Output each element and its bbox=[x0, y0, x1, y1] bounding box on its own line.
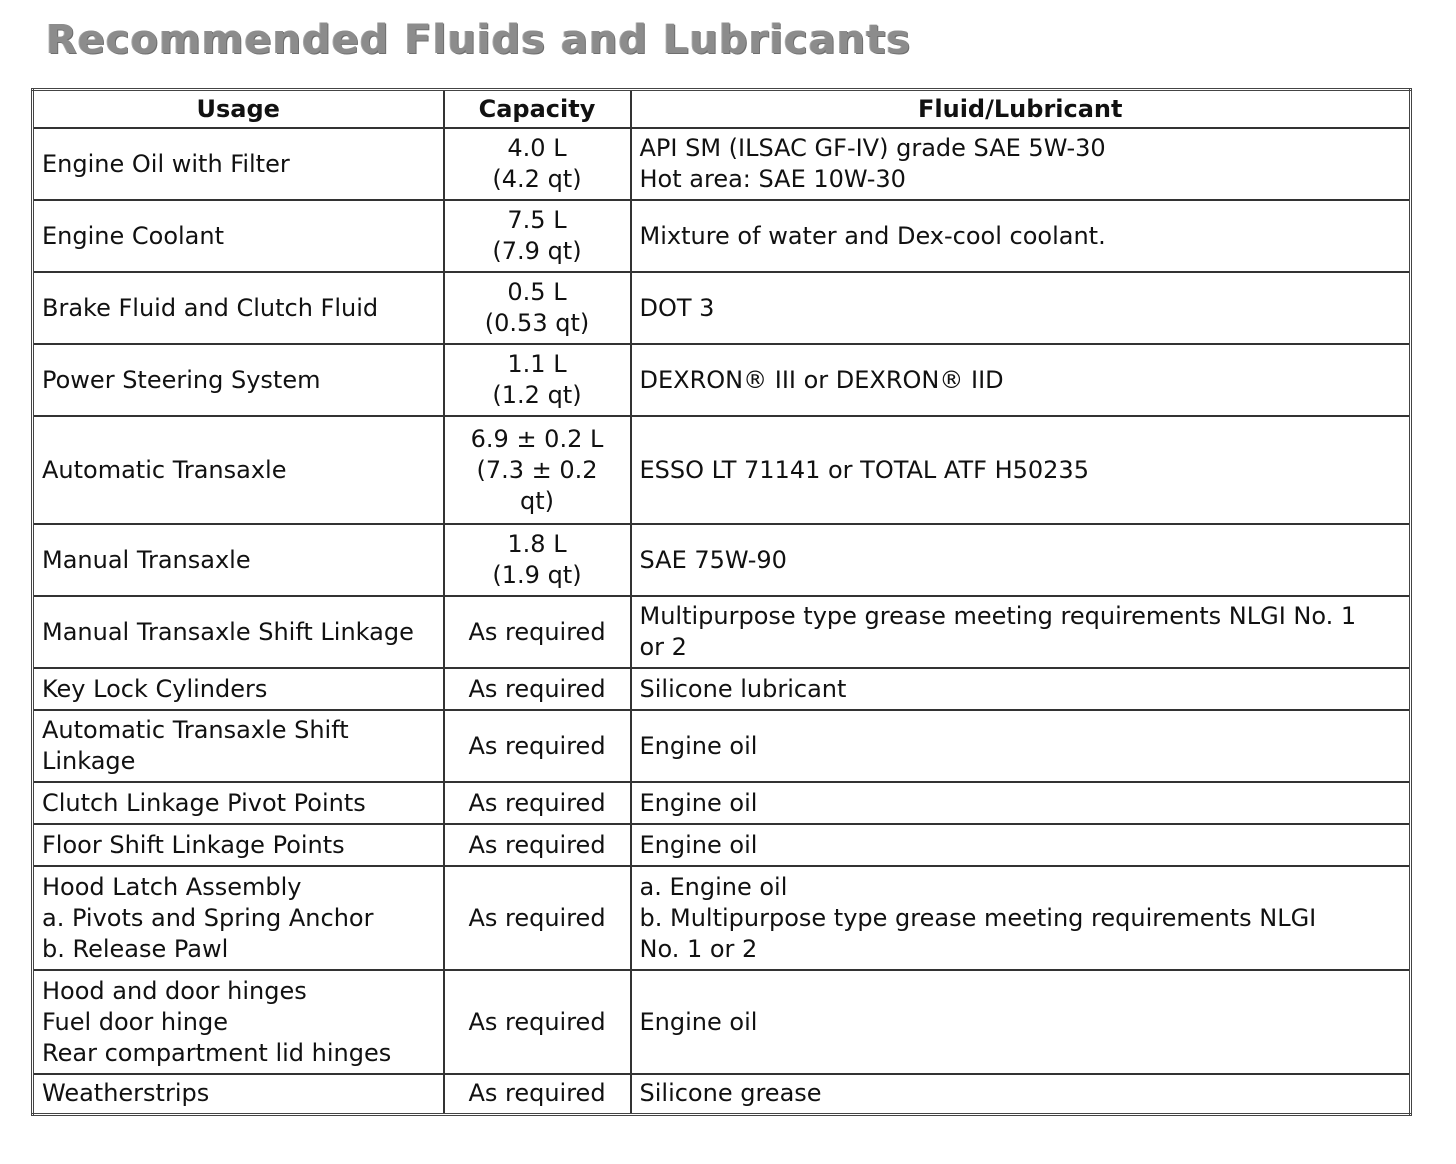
capacity-cell bbox=[444, 1074, 631, 1114]
capacity-cell bbox=[444, 200, 631, 272]
usage-cell-line: Rear compartment lid hinges bbox=[42, 1038, 392, 1067]
fluid-cell bbox=[631, 866, 1411, 970]
table-body bbox=[33, 128, 1411, 1114]
capacity-cell-line: As required bbox=[468, 903, 606, 932]
usage-cell-line: Automatic Transaxle Shift bbox=[42, 716, 349, 744]
usage-cell-line: Floor Shift Linkage Points bbox=[42, 830, 345, 859]
usage-cell bbox=[33, 596, 444, 668]
fluid-cell-line: Engine oil bbox=[639, 731, 758, 760]
capacity-cell-line: As required bbox=[468, 830, 606, 859]
capacity-cell-line: As required bbox=[468, 674, 606, 703]
usage-cell bbox=[33, 200, 444, 272]
fluid-cell bbox=[631, 596, 1411, 668]
usage-cell-line: b. Release Pawl bbox=[42, 934, 229, 963]
usage-cell-line: Fuel door hinge bbox=[42, 1007, 228, 1036]
capacity-cell-line: 6.9 ± 0.2 L bbox=[470, 424, 604, 453]
table-row bbox=[33, 344, 1411, 416]
capacity-cell bbox=[444, 596, 631, 668]
column-header-usage: Usage bbox=[33, 90, 444, 129]
table-row bbox=[33, 524, 1411, 596]
capacity-cell bbox=[444, 128, 631, 200]
fluid-cell bbox=[631, 272, 1411, 344]
column-header-capacity: Capacity bbox=[444, 90, 631, 129]
usage-cell bbox=[33, 272, 444, 344]
fluid-cell-line: Engine oil bbox=[639, 830, 758, 859]
fluid-cell bbox=[631, 200, 1411, 272]
table-row bbox=[33, 710, 1411, 782]
table-row bbox=[33, 970, 1411, 1074]
table-row bbox=[33, 824, 1411, 866]
capacity-cell-line: 1.1 L bbox=[507, 350, 567, 378]
fluid-cell-line: Silicone grease bbox=[639, 1079, 822, 1108]
capacity-cell-line: As required bbox=[468, 617, 606, 646]
table-row bbox=[33, 1074, 1411, 1114]
capacity-cell-line: As required bbox=[468, 788, 606, 817]
usage-cell-line: Hood and door hinges bbox=[42, 976, 307, 1005]
fluid-cell-line: DOT 3 bbox=[639, 293, 715, 322]
fluid-cell-line: Hot area: SAE 10W-30 bbox=[639, 165, 906, 193]
capacity-cell bbox=[444, 824, 631, 866]
fluid-cell-line: Silicone lubricant bbox=[639, 674, 847, 703]
capacity-cell bbox=[444, 272, 631, 344]
usage-cell-line: Automatic Transaxle bbox=[42, 455, 287, 484]
table-row bbox=[33, 668, 1411, 710]
capacity-cell-line: As required bbox=[468, 1007, 606, 1036]
fluid-cell bbox=[631, 710, 1411, 782]
capacity-cell bbox=[444, 782, 631, 824]
fluid-cell-line: a. Engine oil bbox=[639, 872, 788, 901]
fluids-table bbox=[31, 88, 1412, 1116]
fluid-cell-line: DEXRON® III or DEXRON® IID bbox=[639, 365, 1004, 394]
usage-cell-line: Weatherstrips bbox=[42, 1079, 210, 1108]
table-row bbox=[33, 782, 1411, 824]
table-row bbox=[33, 272, 1411, 344]
usage-cell-line: Hood Latch Assembly bbox=[42, 872, 302, 901]
table-row bbox=[33, 416, 1411, 524]
capacity-cell bbox=[444, 866, 631, 970]
usage-cell bbox=[33, 866, 444, 970]
fluid-cell-line: b. Multipurpose type grease meeting requirements NLGI bbox=[639, 903, 1317, 932]
fluid-cell bbox=[631, 824, 1411, 866]
usage-cell bbox=[33, 970, 444, 1074]
capacity-cell bbox=[444, 668, 631, 710]
fluid-cell bbox=[631, 782, 1411, 824]
usage-cell-line: Linkage bbox=[42, 747, 136, 775]
fluid-cell-line: API SM (ILSAC GF-IV) grade SAE 5W-30 bbox=[639, 134, 1106, 162]
usage-cell bbox=[33, 782, 444, 824]
usage-cell-line: a. Pivots and Spring Anchor bbox=[42, 903, 374, 932]
fluid-cell-line: ESSO LT 71141 or TOTAL ATF H50235 bbox=[639, 455, 1089, 484]
capacity-cell-line: (7.3 ± 0.2 bbox=[476, 455, 598, 484]
fluid-cell bbox=[631, 970, 1411, 1074]
fluid-cell bbox=[631, 524, 1411, 596]
table-header-row bbox=[33, 90, 1411, 129]
fluid-cell bbox=[631, 1074, 1411, 1114]
usage-cell-line: Engine Oil with Filter bbox=[42, 149, 290, 178]
fluid-cell bbox=[631, 668, 1411, 710]
fluid-cell-line: SAE 75W-90 bbox=[639, 545, 787, 574]
fluid-cell-line: Mixture of water and Dex-cool coolant. bbox=[639, 221, 1106, 250]
table-row bbox=[33, 200, 1411, 272]
table-row bbox=[33, 866, 1411, 970]
capacity-cell bbox=[444, 524, 631, 596]
fluid-cell-line: Multipurpose type grease meeting requirements NLGI No. 1 bbox=[639, 602, 1357, 630]
usage-cell bbox=[33, 824, 444, 866]
fluid-cell-line: Engine oil bbox=[639, 1007, 758, 1036]
capacity-cell-line: As required bbox=[468, 731, 606, 760]
column-header-fluid: Fluid/Lubricant bbox=[631, 90, 1411, 129]
fluid-cell-line: or 2 bbox=[639, 633, 687, 661]
usage-cell-line: Engine Coolant bbox=[42, 221, 225, 250]
capacity-cell-line: (1.9 qt) bbox=[492, 561, 582, 589]
usage-cell-line: Brake Fluid and Clutch Fluid bbox=[42, 293, 379, 322]
usage-cell bbox=[33, 128, 444, 200]
capacity-cell-line: (1.2 qt) bbox=[492, 381, 582, 409]
capacity-cell-line: 7.5 L bbox=[507, 206, 567, 234]
usage-cell bbox=[33, 710, 444, 782]
capacity-cell-line: qt) bbox=[519, 486, 554, 515]
usage-cell bbox=[33, 1074, 444, 1114]
usage-cell-line: Manual Transaxle Shift Linkage bbox=[42, 617, 414, 646]
capacity-cell-line: 4.0 L bbox=[507, 134, 567, 162]
capacity-cell bbox=[444, 416, 631, 524]
page-title: Recommended Fluids and Lubricants bbox=[46, 17, 912, 63]
capacity-cell-line: (0.53 qt) bbox=[484, 309, 590, 337]
capacity-cell bbox=[444, 970, 631, 1074]
usage-cell-line: Manual Transaxle bbox=[42, 545, 251, 574]
capacity-cell-line: 1.8 L bbox=[507, 530, 567, 558]
usage-cell-line: Power Steering System bbox=[42, 365, 321, 394]
usage-cell bbox=[33, 524, 444, 596]
usage-cell-line: Clutch Linkage Pivot Points bbox=[42, 788, 366, 817]
capacity-cell-line: As required bbox=[468, 1079, 606, 1108]
fluid-cell bbox=[631, 416, 1411, 524]
capacity-cell-line: (7.9 qt) bbox=[492, 237, 582, 265]
fluid-cell-line: Engine oil bbox=[639, 788, 758, 817]
table-row bbox=[33, 128, 1411, 200]
usage-cell bbox=[33, 344, 444, 416]
capacity-cell bbox=[444, 710, 631, 782]
usage-cell bbox=[33, 416, 444, 524]
fluid-cell bbox=[631, 128, 1411, 200]
usage-cell-line: Key Lock Cylinders bbox=[42, 674, 268, 703]
fluid-cell-line: No. 1 or 2 bbox=[639, 934, 758, 963]
usage-cell bbox=[33, 668, 444, 710]
capacity-cell-line: 0.5 L bbox=[507, 278, 567, 306]
table-row bbox=[33, 596, 1411, 668]
fluid-cell bbox=[631, 344, 1411, 416]
capacity-cell bbox=[444, 344, 631, 416]
capacity-cell-line: (4.2 qt) bbox=[492, 165, 582, 193]
